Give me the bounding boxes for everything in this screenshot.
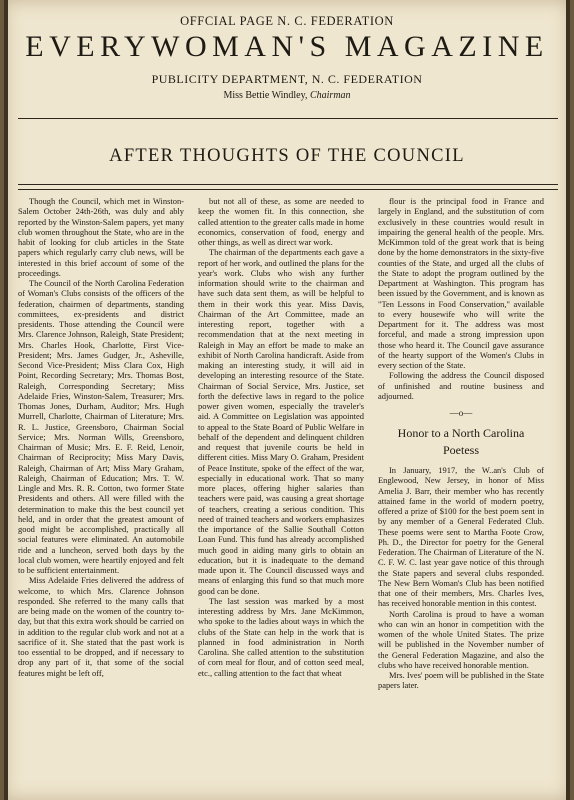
paragraph: Following the address the Council disposed of unfinished and routine business and adjourned. xyxy=(378,370,544,401)
publicity-department-line: PUBLICITY DEPARTMENT, N. C. FEDERATION xyxy=(151,72,423,86)
header-rule xyxy=(18,118,558,119)
title-rule-lower xyxy=(18,189,558,190)
editor-name: Miss Bettie Windley, xyxy=(223,90,308,101)
title-rule-upper xyxy=(18,184,558,185)
article-title: AFTER THOUGHTS OF THE COUNCIL xyxy=(109,146,465,166)
honor-article-body xyxy=(378,465,544,691)
honor-title-line-2: Poetess xyxy=(443,443,479,457)
honor-section-title xyxy=(378,425,544,459)
paragraph: flour is the principal food in France and largely in England, and the substitution of corn exclusively in these countries would result in impairing the general health of the people. Mrs. McKimmon told of the great work that is being done by the home demonstrators in the sixty-five counties of the State, and urged all the clubs of the State to adopt the program outlined by the Department at Washington. This program has been issued by the Government, and is known as "Ten Lessons in Food Conservation," available to every housewife who will write the Department for it. The address was most forceful, and made a strong impression upon those who heard it. The Council gave assurance of the hearty support of the Women's Clubs in every section of the State. xyxy=(378,196,544,370)
magazine-page xyxy=(4,0,570,800)
page-binding-left xyxy=(4,0,8,800)
article-column-3 xyxy=(378,196,544,401)
paragraph: Miss Adelaide Fries delivered the address of welcome, to which Mrs. Clarence Johnson responded. She referred to the many calls that are being made on the women of the country to-day, but that this extra work should be carried on in addition to the regular club work and not at a sacrifice of it. She stated that the past work is too essential to be dropped, and if necessary to drop any part of it, that some of the social features might be left off, xyxy=(18,575,184,678)
paragraph: but not all of these, as some are needed to keep the women fit. In this connection, she called attention to the greater calls made in home economics, conservation of food, energy and other things, as well as direct war work. xyxy=(198,196,364,247)
editor-role: Chairman xyxy=(309,90,351,101)
paragraph: Mrs. Ives' poem will be published in the State papers later. xyxy=(378,670,544,691)
page-binding-right xyxy=(566,0,570,800)
paragraph: The chairman of the departments each gave a report of her work, and outlined the plans for the year's work. Clubs who wish any further information should write to the chairman and have such data sent them, as will be helpful to them in their work this year. Miss Davis, Chairman of the Art Committee, made an interesting report, together with a recommendation that at the next meeting in Raleigh in May an effort be made to make an exhibit of North Carolina handicraft. Aside from making an interesting study, it will aid in developing an interesting resource of the State. Chairman of Social Service, Mrs. Justice, set forth the defective laws in regard to the police power given women, especially the traveler's aid. A Committee on Legislation was appointed to appeal to the State Board of Public Welfare in behalf of the dependent and delinquent children and request that juvenile courts be held in different cities. Miss Mary O. Graham, President of Peace Institute, spoke of the effect of the war, especially in educational work. That so many more places, offering higher salaries than teachers were paid, was causing a great shortage of teachers, creating a serious condition. This need of trained teachers and workers emphasizes the importance of the Sallie Southall Cotton Loan Fund. This fund has already accomplished much good in aiding many girls to obtain an education, but it is inadequate to the demand made upon it. The Council discussed ways and means of enlarging this fund so that much more good can be done. xyxy=(198,247,364,596)
section-ornament: —o— xyxy=(449,408,473,418)
paragraph: Though the Council, which met in Winston-Salem October 24th-26th, was duly and ably reported by the Winston-Salem papers, yet many club women throughout the State, who are in the habit of looking for club articles in the State papers which regularly carry club news, will be interested in this brief account of some of the proceedings. xyxy=(18,196,184,278)
magazine-title: EVERYWOMAN'S MAGAZINE xyxy=(25,30,549,63)
paragraph: North Carolina is proud to have a woman who can win an honor in competition with the women of the whole United States. The prize will be published in the November number of the General Federation Magazine, and also the clubs who have received honorable mention. xyxy=(378,608,544,670)
editor-credit xyxy=(4,90,570,101)
honor-title-line-1: Honor to a North Carolina xyxy=(397,426,525,440)
official-page-heading: OFFCIAL PAGE N. C. FEDERATION xyxy=(180,14,394,28)
paragraph: The Council of the North Carolina Federation of Woman's Clubs consists of the officers of the federation, chairmen of departments, standing committees, ex-presidents and district presidents. Those attending the Council were Mrs. Clarence Johnson, Raleigh, State President; Mrs. Charles Hook, Charlotte, First Vice-President; Mrs. James Gudger, Jr., Asheville, Second Vice-President; Miss Clara Cox, High Point, Recording Secretary; Mrs. Thomas Bost, Raleigh, Corresponding Secretary; Miss Adelaide Fries, Winston-Salem, Treasurer; Mrs. Thomas Jones, Durham, Auditor; Mrs. Hugh Murrell, Charlotte, Chairman of Literature; Mrs. R. L. Justice, Greensboro, Chairman Social Service; Mrs. Norman Wills, Greensboro, Chairman of Music; Mrs. E. F. Reid, Lenoir, Chairman of Reciprocity; Miss Mary Davis, Raleigh, Chairman of Art; Miss Mary Graham, Raleigh, Chairman of Education; Mrs. T. W. Lingle and Mrs. R. R. Cotton, two former State Presidents and others. All were filled with the determination to make this the best council yet held, and in order that the greatest amount of good might be accomplished, practically all social features were eliminated. An automobile ride and a luncheon, served both days by the local club women, were heartily enjoyed and felt to be sufficient entertainment. xyxy=(18,278,184,575)
article-column-2 xyxy=(198,196,364,678)
paragraph: In January, 1917, the W..an's Club of Englewood, New Jersey, in honor of Miss Amelia J. Barr, their member who has recently attained fame in the world of modern poetry, offered a prize of $100 for the best poem sent in by any member of a General Federated Club. These poems were sent to Martha Foote Crow, Ph. D., the Director for poetry for the General Federation. The Chairman of Literature of the N. C. F. W. C. last year gave notice of this through the State papers and several clubs responded. The New Bern Woman's Club has been notified that one of their members, Mrs. Charles Ives, has received honorable mention in this contest. xyxy=(378,465,544,609)
article-column-1 xyxy=(18,196,184,678)
paragraph: The last session was marked by a most interesting address by Mrs. Jane McKimmon, who spoke to the ladies about ways in which the clubs of the State can help in the work that is planned in food administration in North Carolina. She called attention to the substitution of corn meal for flour, and of cotton seed meal, etc., calling attention to the fact that wheat xyxy=(198,595,364,678)
